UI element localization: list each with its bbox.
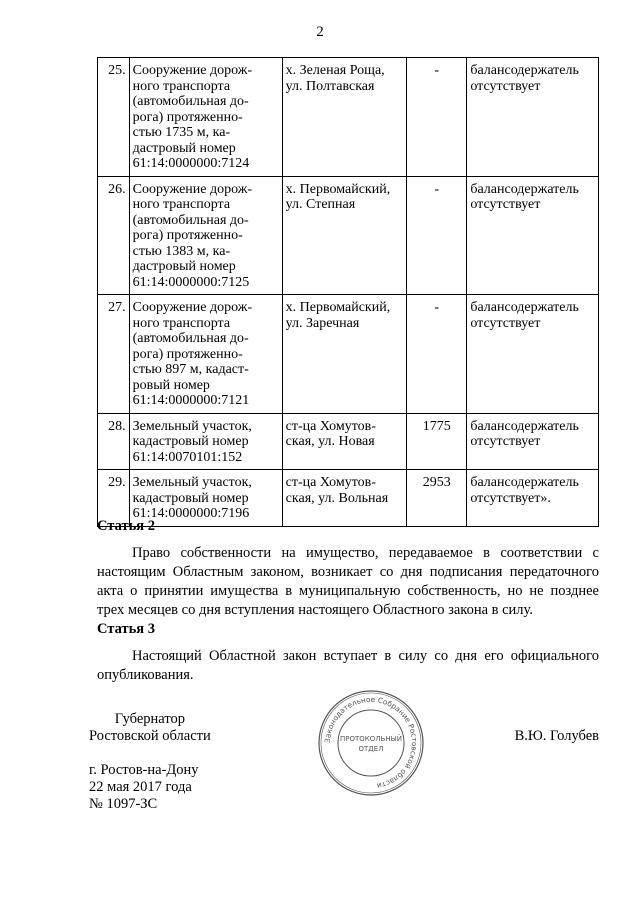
article-3-text: Настоящий Областной закон вступает в силу со дня его официального опубликования. bbox=[97, 648, 599, 683]
property-area: - bbox=[407, 176, 467, 295]
signatory-name: В.Ю. Голубев bbox=[514, 728, 599, 744]
article-2 bbox=[97, 518, 599, 620]
position-line-2: Ростовской области bbox=[89, 728, 211, 744]
property-address: х. Первомайский, ул. Заречная bbox=[282, 295, 406, 414]
place-and-date bbox=[89, 762, 199, 813]
property-owner: балансодержатель отсутствует bbox=[467, 176, 599, 295]
article-2-title: Статья 2 bbox=[97, 518, 155, 534]
article-2-text: Право собственности на имущество, передаваемое в соответствии с настоящим Областным законом, возникает со дня подписания передаточного акта о принятии имущества в муниципальную собственность, но не позднее трех месяцев со дня вступления настоящего Областного закона в силу. bbox=[97, 545, 599, 618]
stamp-outer-ring-2 bbox=[321, 693, 421, 793]
table-row bbox=[98, 176, 599, 295]
stamp-inner-line-1: ПРОТОКОЛЬНЫЙ bbox=[339, 735, 403, 743]
signatory-position bbox=[89, 711, 211, 745]
row-number: 28. bbox=[98, 413, 130, 470]
position-line-1: Губернатор bbox=[114, 711, 185, 727]
stamp-inner-ring bbox=[338, 710, 404, 776]
table-row bbox=[98, 413, 599, 470]
property-owner: балансодержатель отсутствует bbox=[467, 295, 599, 414]
property-table bbox=[97, 57, 599, 527]
article-3 bbox=[97, 621, 599, 685]
row-number: 27. bbox=[98, 295, 130, 414]
date: 22 мая 2017 года bbox=[89, 779, 192, 795]
stamp-outer-ring bbox=[319, 691, 423, 795]
table-row bbox=[98, 58, 599, 177]
page-number: 2 bbox=[316, 24, 324, 40]
row-number: 25. bbox=[98, 58, 130, 177]
property-owner: балансодержатель отсутствует bbox=[467, 413, 599, 470]
city: г. Ростов-на-Дону bbox=[89, 762, 199, 778]
row-number: 26. bbox=[98, 176, 130, 295]
property-owner: балансодержатель отсутствует bbox=[467, 58, 599, 177]
property-name: Сооружение дорож- ного транспорта (автомобильная до- рога) протяженно- стью 897 м, кадаст- ровый номер 61:14:0000000:7121 bbox=[129, 295, 282, 414]
property-area: 1775 bbox=[407, 413, 467, 470]
property-address: ст-ца Хомутов- ская, ул. Новая bbox=[282, 413, 406, 470]
property-area: 2953 bbox=[407, 470, 467, 527]
property-name: Сооружение дорож- ного транспорта (автомобильная до- рога) протяженно- стью 1383 м, ка- дастровый номер 61:14:0000000:7125 bbox=[129, 176, 282, 295]
property-address: х. Зеленая Роща, ул. Полтавская bbox=[282, 58, 406, 177]
property-address: х. Первомайский, ул. Степная bbox=[282, 176, 406, 295]
property-address: ст-ца Хомутов- ская, ул. Вольная bbox=[282, 470, 406, 527]
property-name: Сооружение дорож- ного транспорта (автомобильная до- рога) протяженно- стью 1735 м, ка- дастровый номер 61:14:0000000:7124 bbox=[129, 58, 282, 177]
property-owner: балансодержатель отсутствует». bbox=[467, 470, 599, 527]
table-row bbox=[98, 295, 599, 414]
official-stamp bbox=[316, 688, 426, 798]
stamp-inner-line-2: ОТДЕЛ bbox=[358, 745, 384, 753]
property-name: Земельный участок, кадастровый номер 61:14:0000000:7196 bbox=[129, 470, 282, 527]
row-number: 29. bbox=[98, 470, 130, 527]
article-3-title: Статья 3 bbox=[97, 621, 155, 637]
property-area: - bbox=[407, 58, 467, 177]
property-name: Земельный участок, кадастровый номер 61:14:0070101:152 bbox=[129, 413, 282, 470]
law-number: № 1097-ЗС bbox=[89, 796, 158, 812]
stamp-outer-text: Законодательное Собрание Ростовской области bbox=[322, 694, 420, 791]
property-area: - bbox=[407, 295, 467, 414]
